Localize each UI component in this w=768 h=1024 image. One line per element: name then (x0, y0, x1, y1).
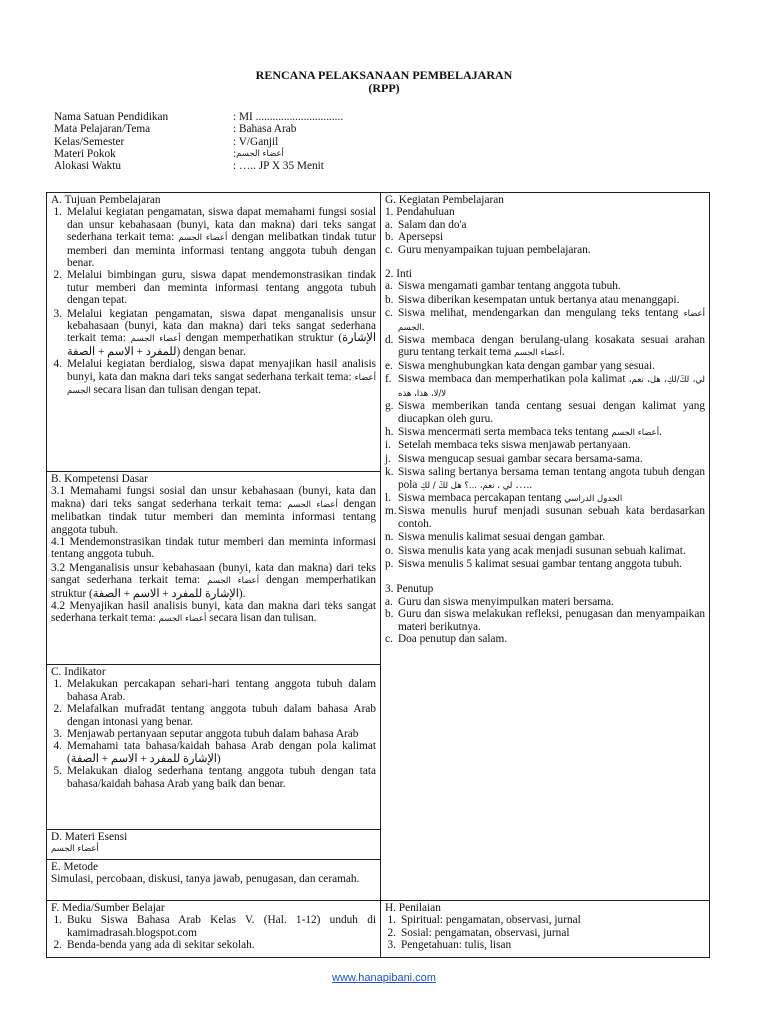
section-heading: F. Media/Sumber Belajar (51, 902, 165, 914)
list-item: m. Siswa menulis huruf menjadi susunan sebuah kata berdasarkan contoh. (385, 505, 705, 530)
kd-paragraph: 4.2 Menyajikan hasil analisis bunyi, kata dan makna dari teks sangat sederhana terkait tema: أعضاء الجسم secara lisan dan tulisan. (51, 600, 376, 625)
list-item: 1. Buku Siswa Bahasa Arab Kelas V. (Hal. 1-12) unduh di kamimadrasah.blogspot.com (53, 914, 376, 939)
identity-label: Alokasi Waktu (54, 160, 121, 173)
identity-block (54, 111, 343, 172)
tujuan-list (51, 206, 376, 397)
section-media-sumber (46, 900, 381, 958)
identity-value: : V/Ganjil (233, 135, 279, 148)
section-penilaian (380, 900, 710, 958)
list-item: 1. Spiritual: pengamatan, observasi, jurnal (387, 914, 581, 927)
section-kegiatan-pembelajaran (380, 192, 710, 901)
list-item: c. Doa penutup dan salam. (385, 633, 508, 645)
penutup-list (385, 596, 705, 646)
identity-label: Kelas/Semester (54, 135, 125, 148)
list-item: 3. Menjawab pertanyaan seputar anggota tubuh dalam bahasa Arab (53, 728, 359, 741)
list-item: i. Setelah membaca teks siswa menjawab pertanyaan. (385, 439, 631, 452)
list-item: a. Siswa mengamati gambar tentang anggota tubuh. (385, 280, 621, 293)
document-subtitle: (RPP) (368, 81, 400, 95)
identity-value: : (233, 147, 237, 160)
list-item: d. Siswa membaca dengan berulang-ulang kosakata sesuai arahan guru tentang terkait tema أعضاء الجسم. (385, 334, 705, 359)
list-item: b. Apersepsi (385, 231, 444, 244)
list-item: b. Guru dan siswa melakukan refleksi, penugasan dan menyampaikan materi berikutnya. (385, 608, 705, 633)
list-item: 1. Melakukan percakapan sehari-hari tentang anggota tubuh dalam bahasa Arab. (53, 678, 376, 703)
identity-row (54, 111, 343, 123)
section-indikator (46, 664, 381, 830)
list-item: 1. Melalui kegiatan pengamatan, siswa dapat memahami fungsi sosial dan unsur kebahasaan (bunyi, kata dan makna) dari teks sangat sederhana terkait tema: أعضاء الجسم dengan melibatkan tindak tutur memberi dan meminta informasi tentang anggota tubuh dengan benar. (53, 206, 376, 270)
subheading-inti: 2. Inti (385, 268, 412, 281)
identity-value: : ….. JP X 35 Menit (233, 160, 324, 173)
document-title: RENCANA PELAKSANAAN PEMBELAJARAN (255, 68, 513, 82)
kd-paragraph: 4.1 Mendemonstrasikan tindak tutur memberi dan meminta informasi tentang anggota tubuh. (51, 536, 376, 561)
list-item: l. Siswa membaca percakapan tentang الجدول الدراسي (385, 491, 623, 504)
section-materi-esensi (46, 829, 381, 860)
list-item: a. Guru dan siswa menyimpulkan materi bersama. (385, 595, 614, 608)
section-heading: B. Kompetensi Dasar (51, 473, 148, 485)
identity-row (54, 136, 343, 148)
list-item: 3. Melalui kegiatan pengamatan, siswa dapat menganalisis unsur kebahasaan (bunyi, kata dan makna) dari teks sangat sederhana terkait tema: أعضاء الجسم dengan memperhatikan struktur (الإشارة للمفرد + الاسم + الصفة) dengan benar. (53, 307, 376, 358)
kd-paragraph: 3.2 Menganalisis unsur kebahasaan (bunyi, kata dan makna) dari teks sangat sederhana terkait tema: أعضاء الجسم dengan memperhatikan struktur (الإشارة للمفرد + الاسم + الصفة). (51, 561, 376, 600)
section-tujuan-pembelajaran (46, 192, 381, 472)
list-item: j. Siswa mengucap sesuai gambar secara bersama-sama. (385, 452, 643, 465)
identity-row (54, 160, 343, 172)
kd-paragraph: 3.1 Memahami fungsi sosial dan unsur kebahasaan (bunyi, kata dan makna) dari teks sangat sederhana terkait tema: أعضاء الجسم dengan melibatkan tindak tutur memberi dan meminta informasi tentang anggota tubuh. (51, 485, 376, 536)
subheading-penutup: 3. Penutup (385, 583, 434, 596)
identity-label: Mata Pelajaran/Tema (54, 123, 151, 136)
list-item: p. Siswa menulis 5 kalimat sesuai gambar tentang anggota tubuh. (385, 557, 682, 570)
section-heading: D. Materi Esensi (51, 831, 128, 843)
section-heading: E. Metode (51, 861, 99, 873)
list-item: 2. Melafalkan mufradāt tentang anggota tubuh dalam bahasa Arab dengan intonasi yang benar. (53, 703, 376, 728)
inti-list (385, 280, 705, 571)
list-item: 5. Melakukan dialog sederhana tentang anggota tubuh dengan tata bahasa/kaidah bahasa Arab yang baik dan benar. (53, 765, 376, 790)
list-item: o. Siswa menulis kata yang acak menjadi susunan sebuah kalimat. (385, 544, 686, 557)
identity-row (54, 148, 343, 160)
list-item: 2. Sosial: pengamatan, observasi, jurnal (387, 926, 570, 939)
identity-label: Materi Pokok (54, 147, 116, 160)
identity-value-arabic: أعضاء الجسم (236, 148, 284, 159)
subheading-pendahuluan: 1. Pendahuluan (385, 206, 455, 219)
list-item: 3. Pengetahuan: tulis, lisan (387, 939, 512, 952)
identity-value: : MI ............................... (233, 111, 344, 123)
section-metode (46, 859, 381, 901)
metode-text: Simulasi, percobaan, diskusi, tanya jawab, penugasan, dan ceramah. (51, 873, 360, 886)
list-item: a. Salam dan do'a (385, 218, 467, 231)
identity-row (54, 123, 343, 135)
list-item: h. Siswa mencermati serta membaca teks tentang أعضاء الجسم. (385, 425, 662, 438)
section-heading: G. Kegiatan Pembelajaran (385, 194, 504, 206)
list-item: 2. Benda-benda yang ada di sekitar sekolah. (53, 939, 255, 952)
identity-value: : Bahasa Arab (233, 123, 297, 136)
footer-website-link[interactable]: www.hanapibani.com (332, 972, 436, 984)
list-item: 4. Memahami tata bahasa/kaidah bahasa Arab dengan pola kalimat (الإشارة للمفرد + الاسم + الصفة) (53, 740, 376, 765)
penilaian-list (385, 914, 705, 951)
materi-arabic: أعضاء الجسم (51, 844, 99, 855)
list-item: c. Guru menyampaikan tujuan pembelajaran. (385, 243, 591, 256)
section-heading: A. Tujuan Pembelajaran (51, 194, 161, 206)
indikator-list (51, 678, 376, 790)
list-item: 2. Melalui bimbingan guru, siswa dapat mendemonstrasikan tindak tutur memberi dan meminta informasi tentang anggota tubuh dengan tepat. (53, 269, 376, 307)
identity-label: Nama Satuan Pendidikan (54, 111, 169, 123)
list-item: n. Siswa menulis kalimat sesuai dengan gambar. (385, 531, 606, 544)
list-item: e. Siswa menghubungkan kata dengan gambar yang sesuai. (385, 359, 655, 372)
media-list (51, 914, 376, 951)
list-item: f. Siswa membaca dan memperhatikan pola kalimat لي، لكَ/لكِ، هل، نعم، لا/لا، هذا، هذه (385, 373, 705, 399)
list-item: k. Siswa saling bertanya bersama teman tentang angota tubuh dengan pola لي ، نعم، ...؟ هل لكَ / لكِ ….. (385, 466, 705, 491)
section-heading: C. Indikator (51, 666, 106, 678)
pendahuluan-list (385, 219, 705, 256)
section-heading: H. Penilaian (385, 902, 441, 914)
list-item: g. Siswa memberikan tanda centang sesuai dengan kalimat yang diucapkan oleh guru. (385, 400, 705, 425)
list-item: c. Siswa melihat, mendengarkan dan mengulang teks tentang أعضاء الجسم. (385, 307, 705, 333)
section-kompetensi-dasar (46, 471, 381, 665)
list-item: b. Siswa diberikan kesempatan untuk bertanya atau menanggapi. (385, 293, 680, 306)
list-item: 4. Melalui kegiatan berdialog, siswa dapat menyajikan hasil analisis bunyi, kata dan makna dari teks sangat sederhana terkait tema: أعضاء الجسم secara lisan dan tulisan dengan tepat. (53, 358, 376, 397)
